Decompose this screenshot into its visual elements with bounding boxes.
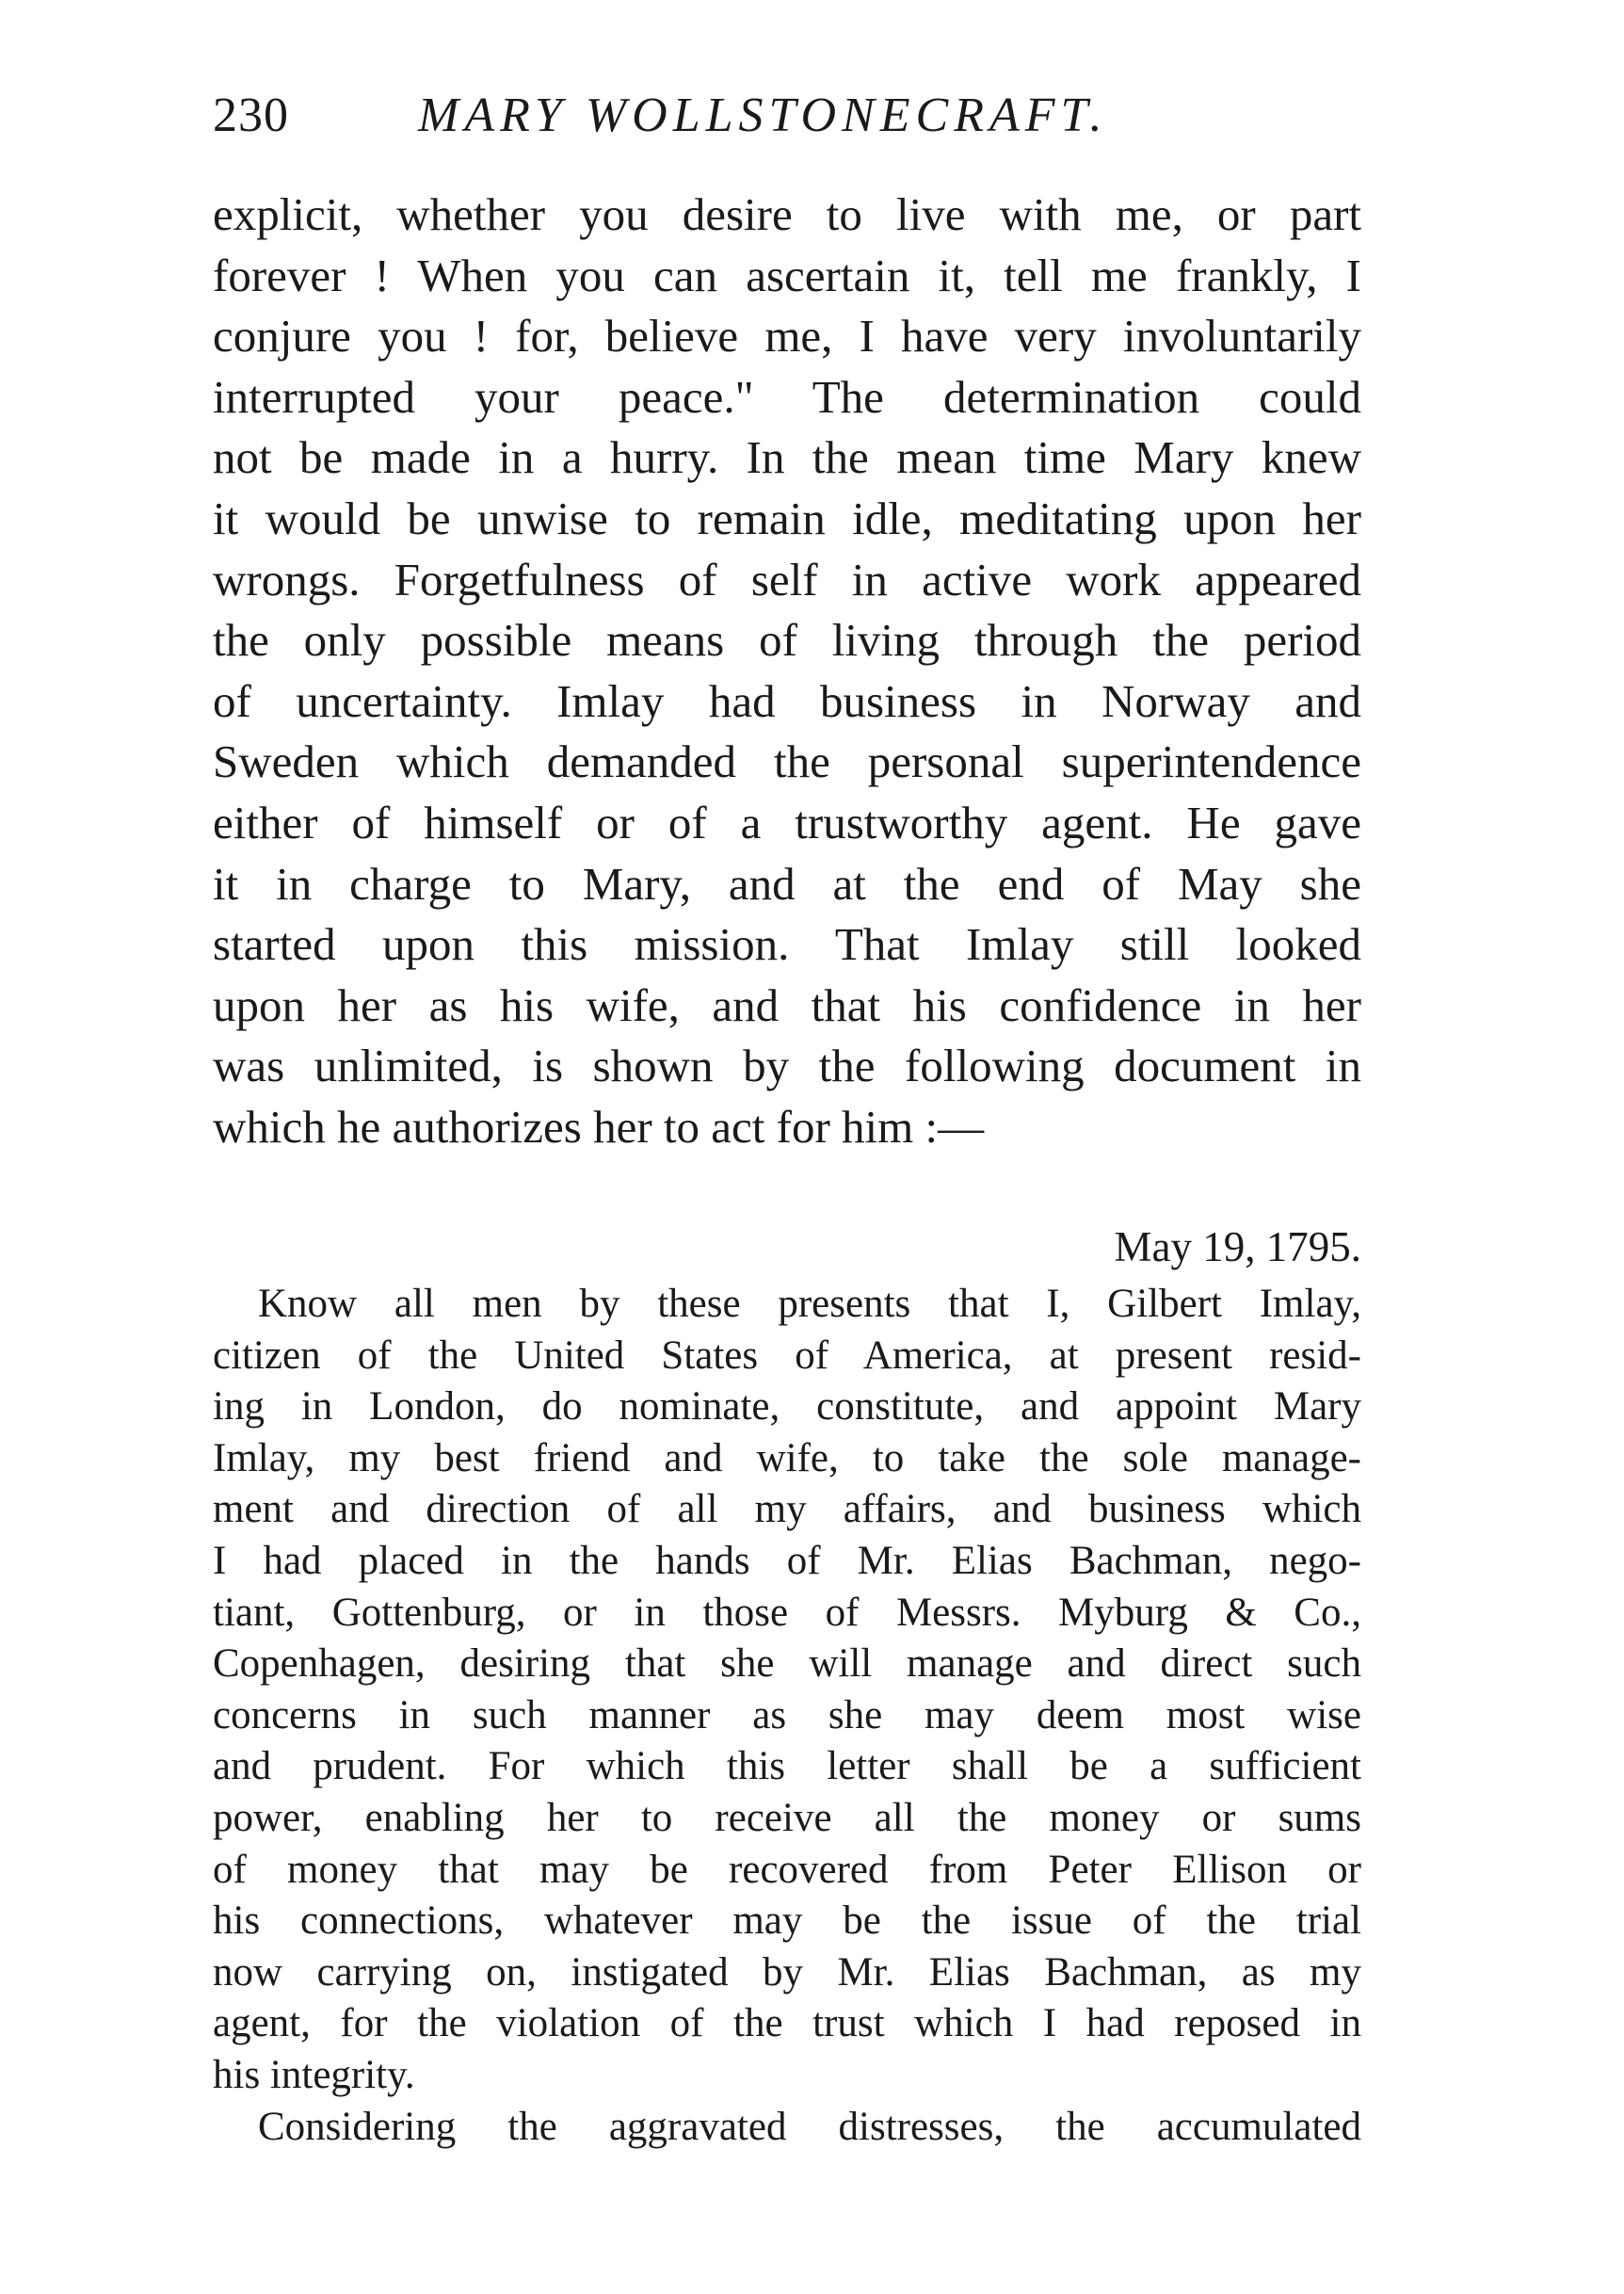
text-line: either of himself or of a trustworthy agent. He gave — [213, 796, 1361, 848]
document-line: tiant, Gottenburg, or in those of Messrs. Myburg & Co., — [213, 1590, 1361, 1635]
document-line: power, enabling her to receive all the money or sums — [213, 1795, 1361, 1840]
text-line: forever ! When you can ascertain it, tell me frankly, I — [213, 249, 1361, 301]
text-line: conjure you ! for, believe me, I have very involuntarily — [213, 310, 1361, 363]
document-line: Imlay, my best friend and wife, to take the sole manage- — [213, 1435, 1361, 1480]
document-date: May 19, 1795. — [1114, 1223, 1361, 1270]
document-line: citizen of the United States of America, at present resid- — [213, 1333, 1361, 1378]
text-line: Sweden which demanded the personal superintendence — [213, 735, 1361, 788]
text-line: it in charge to Mary, and at the end of May she — [213, 857, 1361, 910]
document-line: I had placed in the hands of Mr. Elias Bachman, nego- — [213, 1538, 1361, 1583]
text-line: not be made in a hurry. In the mean time Mary knew — [213, 431, 1361, 484]
document-line: Considering the aggravated distresses, the accumulated — [258, 2104, 1361, 2149]
document-line: and prudent. For which this letter shall be a sufficient — [213, 1744, 1361, 1789]
text-line: upon her as his wife, and that his confidence in her — [213, 978, 1361, 1031]
document-line: of money that may be recovered from Peter Ellison or — [213, 1847, 1361, 1892]
document-line: ing in London, do nominate, constitute, and appoint Mary — [213, 1384, 1361, 1430]
quoted-document — [213, 1279, 1361, 2153]
text-line: interrupted your peace." The determination could — [213, 370, 1361, 423]
document-line: his integrity. — [213, 2052, 415, 2097]
book-title: MARY WOLLSTONECRAFT. — [418, 89, 1108, 142]
document-line: Copenhagen, desiring that she will manage and direct such — [213, 1641, 1361, 1687]
document-line: Know all men by these presents that I, Gilbert Imlay, — [258, 1282, 1361, 1326]
text-line: wrongs. Forgetfulness of self in active work appeared — [213, 553, 1361, 606]
document-line: ment and direction of all my affairs, and business which — [213, 1487, 1361, 1532]
document-line: agent, for the violation of the trust which I had reposed in — [213, 2001, 1361, 2046]
running-head — [213, 83, 1361, 149]
text-line: which he authorizes her to act for him :— — [213, 1100, 985, 1153]
main-paragraph — [213, 185, 1361, 1158]
document-line: now carrying on, instigated by Mr. Elias Bachman, as my — [213, 1949, 1361, 1995]
page-number: 230 — [213, 89, 289, 142]
text-line: was unlimited, is shown by the following document in — [213, 1040, 1361, 1092]
document-line: concerns in such manner as she may deem most wise — [213, 1692, 1361, 1737]
text-line: started upon this mission. That Imlay still looked — [213, 918, 1361, 971]
text-line: explicit, whether you desire to live with me, or part — [213, 188, 1361, 240]
text-line: the only possible means of living through the period — [213, 614, 1361, 667]
text-line: of uncertainty. Imlay had business in Norway and — [213, 674, 1361, 727]
text-line: it would be unwise to remain idle, meditating upon her — [213, 492, 1361, 544]
document-line: his connections, whatever may be the issue of the trial — [213, 1898, 1361, 1944]
